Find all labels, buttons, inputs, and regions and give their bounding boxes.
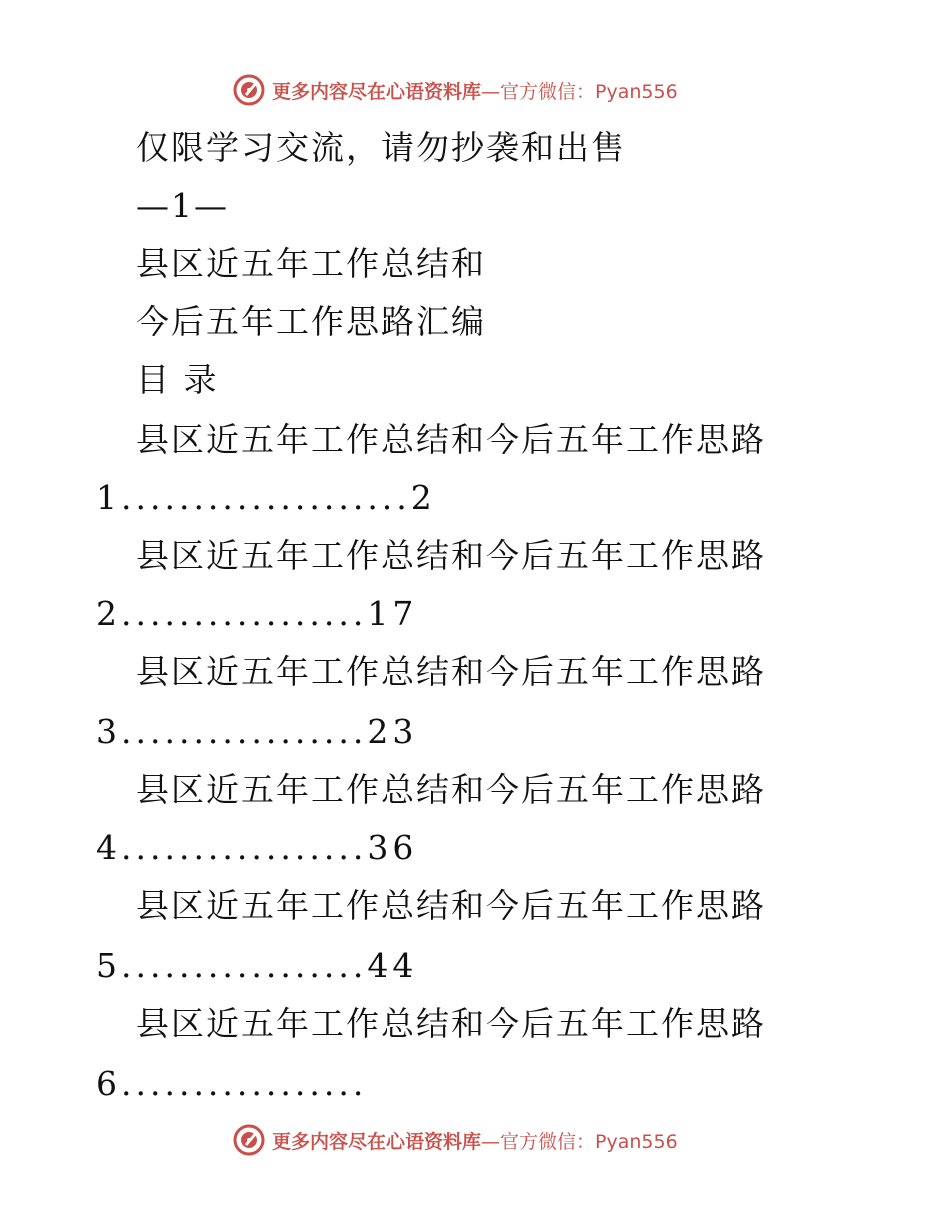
watermark-contact: 官方微信：Pyan556 <box>500 80 678 103</box>
pen-nib-icon <box>232 1123 266 1157</box>
toc-heading: 目 录 <box>136 360 219 399</box>
watermark-text <box>272 77 678 104</box>
toc-item-entry: 2.................17 <box>96 594 418 633</box>
toc-item-title: 县区近五年工作总结和今后五年工作思路 <box>136 1004 766 1043</box>
watermark-separator: — <box>481 1130 501 1153</box>
watermark-main: 更多内容尽在心语资料库 <box>272 1130 482 1153</box>
toc-item-title: 县区近五年工作总结和今后五年工作思路 <box>136 420 766 459</box>
toc-item-entry: 3.................23 <box>96 712 418 751</box>
title-line-2: 今后五年工作思路汇编 <box>136 302 486 341</box>
toc-item-entry: 6................. <box>96 1064 368 1103</box>
watermark-text <box>272 1127 678 1154</box>
toc-item-title: 县区近五年工作总结和今后五年工作思路 <box>136 652 766 691</box>
toc-item-entry: 4.................36 <box>96 828 418 867</box>
toc-item-title: 县区近五年工作总结和今后五年工作思路 <box>136 886 766 925</box>
page-marker: —1— <box>136 186 229 225</box>
watermark-contact: 官方微信：Pyan556 <box>500 1130 678 1153</box>
toc-item-entry: 5.................44 <box>96 946 418 985</box>
header-note: 仅限学习交流，请勿抄袭和出售 <box>136 128 626 167</box>
toc-item-entry: 1....................2 <box>96 478 436 517</box>
watermark-footer <box>232 1122 678 1158</box>
pen-nib-icon <box>232 73 266 107</box>
title-line-1: 县区近五年工作总结和 <box>136 244 486 283</box>
toc-item-title: 县区近五年工作总结和今后五年工作思路 <box>136 770 766 809</box>
watermark-header <box>232 72 678 108</box>
watermark-separator: — <box>481 80 501 103</box>
watermark-main: 更多内容尽在心语资料库 <box>272 80 482 103</box>
toc-item-title: 县区近五年工作总结和今后五年工作思路 <box>136 536 766 575</box>
